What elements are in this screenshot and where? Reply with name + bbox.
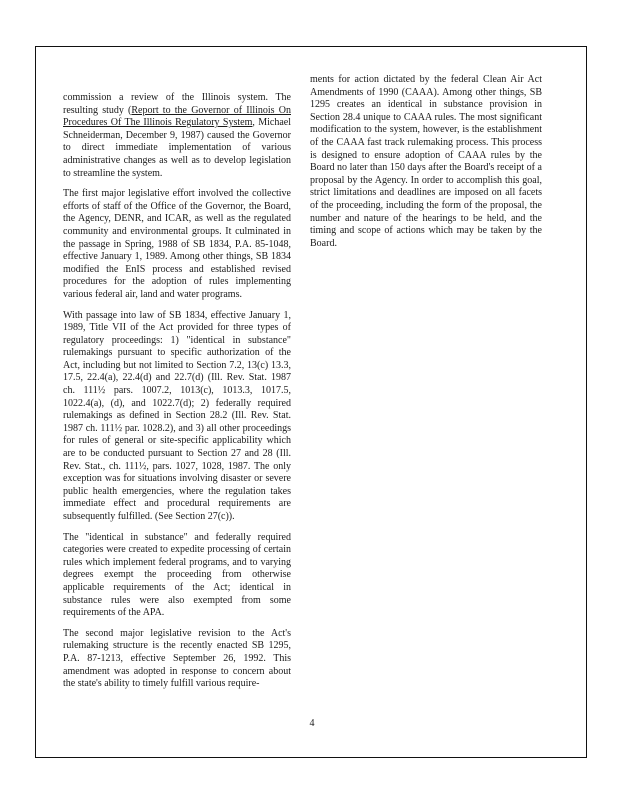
left-paragraph-5: The second major legislative revision to the Act's rulemaking structure is the recently enacted SB 1295, P.A. 87-1213, effective September 26, 1992. This amendment was adopted in response to concern about the state's ability to timely fulfill various require- xyxy=(63,627,291,690)
left-column xyxy=(63,92,291,699)
left-paragraph-3: With passage into law of SB 1834, effective January 1, 1989, Title VII of the Act provided for three types of regulatory proceedings: 1) "identical in substance" rulemakings pursuant to specific authorization of the Act, including but not limited to Section 7.2, 13(c) 13.3, 17.5, 22.4(a), 22.4(d) and 22.7(d) (Ill. Rev. Stat. 1987 ch. 111½ pars. 1007.2, 1013(c), 1013.3, 1017.5, 1022.4(a), (d), and 1022.7(d); 2) federally required rulemakings as defined in Section 28.2 (Ill. Rev. Stat. 1987 ch. 111½ par. 1028.2), and 3) all other proceedings for rules of general or site-specific applicability which are to be conducted pursuant to Section 27 and 28 (Ill. Rev. Stat., ch. 111½, pars. 1027, 1028, 1987. The only exception was for situations involving disaster or severe public health emergencies, where the regulation takes immediate effect and procedural requirements are subsequently fulfilled. (See Section 27(c)). xyxy=(63,309,291,522)
page-number: 4 xyxy=(309,718,315,729)
right-column xyxy=(310,74,542,258)
report-title: Report to the Governor of Illinois On Procedures Of The Illinois Regulatory System xyxy=(63,104,291,129)
left-paragraph-1-pre: commission a review of the Illinois system. The resulting study ( xyxy=(63,92,291,116)
left-paragraph-1 xyxy=(63,92,291,180)
left-paragraph-1-post: , Michael Schneiderman, December 9, 1987) caused the Governor to direct immediate implementation of various administrative changes as well as to develop legislation to streamline the system. xyxy=(63,117,291,179)
left-paragraph-4: The "identical in substance" and federally required categories were created to expedite processing of certain rules which implement federal programs, and to varying degrees exempt the proceeding from otherwise applicable requirements of the Act; identical in substance rules were also exempted from some requirements of the APA. xyxy=(63,531,291,619)
right-paragraph-1: ments for action dictated by the federal Clean Air Act Amendments of 1990 (CAAA). Among other things, SB 1295 creates an identical in substance provision in Section 28.4 unique to CAAA rules. The most significant modification to the system, however, is the establishment of the CAAA fast track rulemaking process. This process is designed to ensure adoption of CAAA rules by the Board no later than 150 days after the Board's receipt of a proposal by the Agency. In order to accomplish this goal, strict limitations and deadlines are imposed on all facets of the proceeding, including the form of the proposal, the number and nature of the hearings to be held, and the timing and scope of actions which may be taken by the Board. xyxy=(310,74,542,249)
left-paragraph-2: The first major legislative effort involved the collective efforts of staff of the Office of the Governor, the Board, the Agency, DENR, and ICAR, as well as the regulated community and environmental groups. It culminated in the passage in Spring, 1988 of SB 1834, P.A. 85-1048, effective January 1, 1989. Among other things, SB 1834 modified the EnIS process and established revised procedures for the adoption of rules implementing various federal air, land and water programs. xyxy=(63,188,291,300)
